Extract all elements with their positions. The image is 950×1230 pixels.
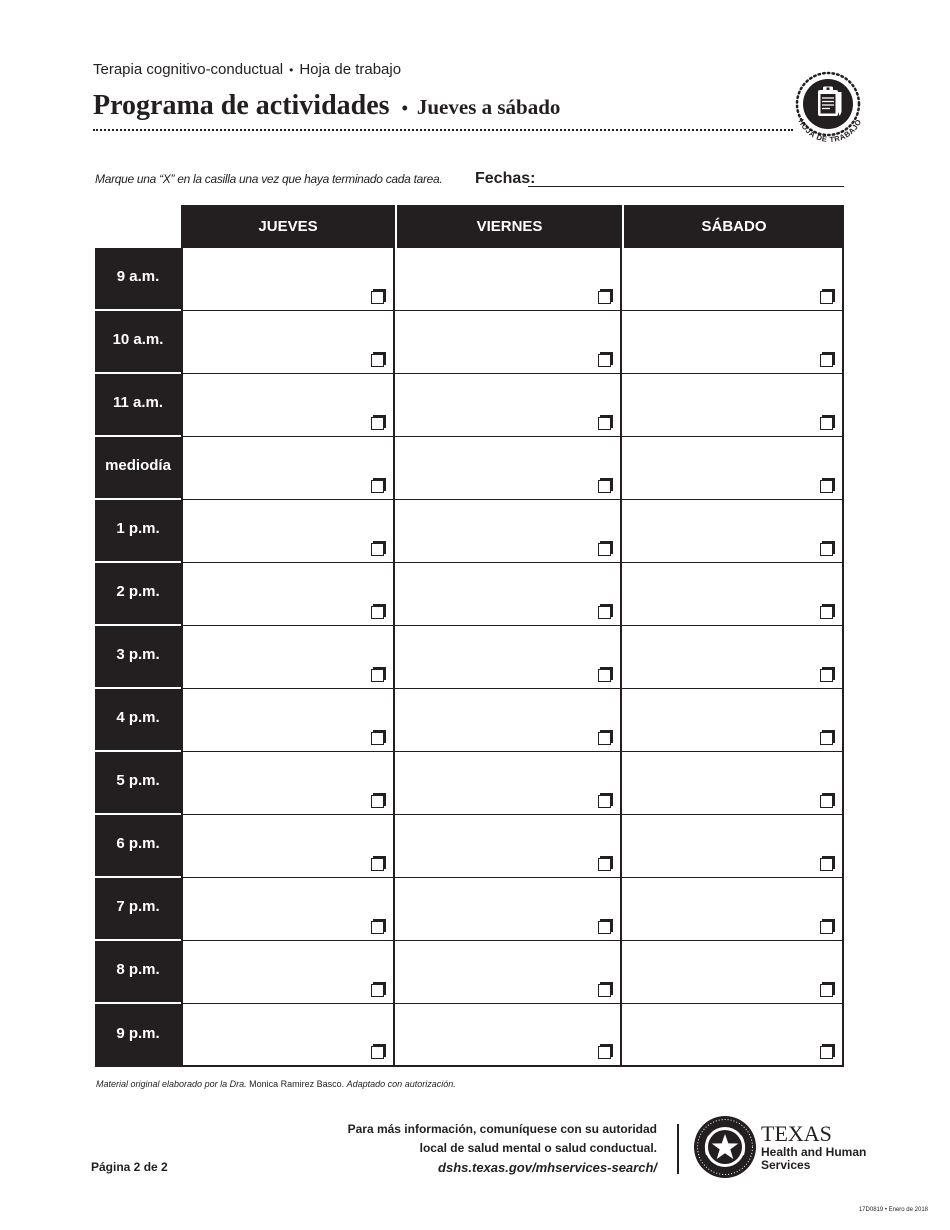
checkbox-icon[interactable] (371, 732, 384, 745)
footer-divider (677, 1124, 679, 1174)
checkbox-icon[interactable] (820, 1046, 833, 1059)
worksheet-badge-icon (790, 70, 870, 150)
checkbox-icon[interactable] (371, 480, 384, 493)
day-header: SÁBADO (622, 205, 844, 248)
checkbox-icon[interactable] (371, 669, 384, 682)
checkbox-icon[interactable] (820, 543, 833, 556)
activity-cell[interactable] (622, 689, 844, 752)
time-slot-label: 3 p.m. (95, 626, 181, 689)
svg-text:HOJA DE TRABAJO: HOJA DE TRABAJO (796, 117, 864, 145)
activity-cell[interactable] (622, 500, 844, 563)
org-name: TEXAS (761, 1121, 832, 1146)
activity-cell[interactable] (395, 941, 622, 1004)
org-subname-line1: Health and Human (761, 1145, 867, 1159)
contact-info-line1: Para más información, comuníquese con su autoridad (347, 1122, 657, 1136)
time-slot-label: mediodía (95, 437, 181, 500)
activity-cell[interactable] (181, 500, 395, 563)
activity-cell[interactable] (622, 311, 844, 374)
credit-author: Monica Ramirez Basco. (246, 1079, 347, 1089)
title-main: Programa de actividades (93, 90, 390, 121)
activity-cell[interactable] (395, 752, 622, 815)
time-slot-label: 5 p.m. (95, 752, 181, 815)
org-subname (761, 1146, 866, 1172)
activity-cell[interactable] (622, 815, 844, 878)
activity-cell[interactable] (622, 752, 844, 815)
texas-seal-icon (693, 1115, 757, 1179)
time-slot-label: 10 a.m. (95, 311, 181, 374)
checkbox-icon[interactable] (598, 732, 611, 745)
checkbox-icon[interactable] (820, 921, 833, 934)
time-slot-label: 8 p.m. (95, 941, 181, 1004)
instructions-text: Marque una “X” en la casilla una vez que haya terminado cada tarea. (95, 172, 443, 186)
activity-cell[interactable] (622, 248, 844, 311)
day-header: JUEVES (181, 205, 395, 248)
checkbox-icon[interactable] (371, 984, 384, 997)
checkbox-icon[interactable] (598, 1046, 611, 1059)
activity-cell[interactable] (181, 626, 395, 689)
table-corner (95, 205, 181, 248)
title-separator: • (401, 98, 408, 118)
activity-cell[interactable] (622, 563, 844, 626)
services-url-link[interactable]: dshs.texas.gov/mhservices-search/ (438, 1160, 657, 1175)
program-name: Terapia cognitivo-conductual (93, 61, 284, 78)
activity-cell[interactable] (181, 563, 395, 626)
time-slot-label: 7 p.m. (95, 878, 181, 941)
activity-cell[interactable] (181, 311, 395, 374)
activity-cell[interactable] (622, 941, 844, 1004)
checkbox-icon[interactable] (820, 480, 833, 493)
activity-cell[interactable] (181, 437, 395, 500)
activity-cell[interactable] (622, 374, 844, 437)
checkbox-icon[interactable] (371, 606, 384, 619)
activity-cell[interactable] (622, 1004, 844, 1067)
time-slot-label: 4 p.m. (95, 689, 181, 752)
checkbox-icon[interactable] (820, 291, 833, 304)
checkbox-icon[interactable] (598, 795, 611, 808)
activity-cell[interactable] (395, 374, 622, 437)
time-slot-label: 2 p.m. (95, 563, 181, 626)
time-slot-label: 1 p.m. (95, 500, 181, 563)
contact-info-line2: local de salud mental o salud conductual. (419, 1141, 657, 1155)
activity-cell[interactable] (181, 941, 395, 1004)
checkbox-icon[interactable] (371, 921, 384, 934)
doc-type: Hoja de trabajo (299, 61, 402, 78)
checkbox-icon[interactable] (598, 543, 611, 556)
checkbox-icon[interactable] (820, 669, 833, 682)
page-number: Página 2 de 2 (91, 1160, 168, 1174)
checkbox-icon[interactable] (820, 417, 833, 430)
activity-cell[interactable] (395, 626, 622, 689)
time-slot-label: 11 a.m. (95, 374, 181, 437)
checkbox-icon[interactable] (598, 921, 611, 934)
activity-cell[interactable] (181, 374, 395, 437)
checkbox-icon[interactable] (598, 291, 611, 304)
activity-cell[interactable] (622, 437, 844, 500)
activity-cell[interactable] (395, 311, 622, 374)
checkbox-icon[interactable] (820, 606, 833, 619)
activity-cell[interactable] (395, 1004, 622, 1067)
checkbox-icon[interactable] (820, 984, 833, 997)
checkbox-icon[interactable] (598, 984, 611, 997)
activity-cell[interactable] (395, 500, 622, 563)
checkbox-icon[interactable] (598, 417, 611, 430)
day-header: VIERNES (395, 205, 622, 248)
checkbox-icon[interactable] (371, 417, 384, 430)
checkbox-icon[interactable] (598, 606, 611, 619)
checkbox-icon[interactable] (371, 291, 384, 304)
checkbox-icon[interactable] (371, 1046, 384, 1059)
activity-cell[interactable] (395, 248, 622, 311)
credit-suffix: Adaptado con autorización. (346, 1079, 456, 1089)
activity-cell[interactable] (181, 815, 395, 878)
activity-cell[interactable] (395, 878, 622, 941)
checkbox-icon[interactable] (371, 858, 384, 871)
worksheet-subtitle (93, 61, 401, 78)
credit-prefix: Material original elaborado por la Dra. (96, 1079, 247, 1089)
time-slot-label: 9 a.m. (95, 248, 181, 311)
bullet-separator: • (289, 63, 294, 77)
checkbox-icon[interactable] (820, 354, 833, 367)
checkbox-icon[interactable] (598, 480, 611, 493)
title-days: Jueves a sábado (416, 95, 561, 119)
checkbox-icon[interactable] (371, 543, 384, 556)
activity-cell[interactable] (622, 626, 844, 689)
checkbox-icon[interactable] (371, 354, 384, 367)
activity-cell[interactable] (622, 878, 844, 941)
activity-cell[interactable] (181, 248, 395, 311)
form-code: 17D0819 • Enero de 2018 (858, 1207, 928, 1213)
checkbox-icon[interactable] (598, 858, 611, 871)
activity-cell[interactable] (395, 563, 622, 626)
checkbox-icon[interactable] (820, 732, 833, 745)
activity-cell[interactable] (181, 878, 395, 941)
activity-cell[interactable] (395, 815, 622, 878)
checkbox-icon[interactable] (598, 669, 611, 682)
dates-input-line[interactable] (528, 186, 844, 187)
activity-schedule-table (95, 205, 844, 1066)
checkbox-icon[interactable] (820, 858, 833, 871)
time-slot-label: 9 p.m. (95, 1004, 181, 1067)
contact-info (348, 1120, 657, 1158)
checkbox-icon[interactable] (820, 795, 833, 808)
checkbox-icon[interactable] (598, 354, 611, 367)
dates-label: Fechas: (475, 170, 536, 187)
checkbox-icon[interactable] (371, 795, 384, 808)
activity-cell[interactable] (181, 1004, 395, 1067)
org-subname-line2: Services (761, 1158, 811, 1172)
activity-cell[interactable] (395, 689, 622, 752)
time-slot-label: 6 p.m. (95, 815, 181, 878)
credit-note (96, 1079, 456, 1089)
activity-cell[interactable] (181, 689, 395, 752)
activity-cell[interactable] (181, 752, 395, 815)
dotted-divider (93, 129, 793, 131)
activity-cell[interactable] (395, 437, 622, 500)
page-title (93, 90, 560, 122)
